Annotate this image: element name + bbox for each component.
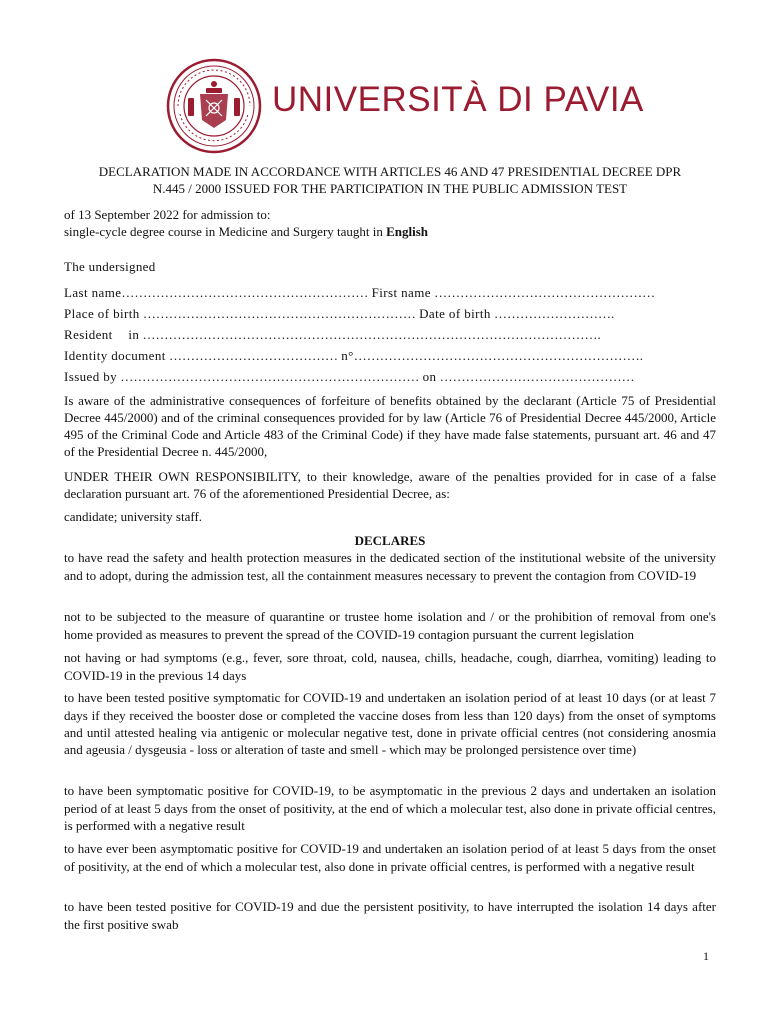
responsibility-paragraph: UNDER THEIR OWN RESPONSIBILITY, to their knowledge, aware of the penalties provided for in case of a false declaration pursuant art. 76 of the aforementioned Presidential Decree, as:: [64, 469, 716, 501]
declaration-item: [64, 608, 716, 643]
intro-date-line: of 13 September 2022 for admission to:: [64, 207, 271, 222]
declaration-item: [64, 782, 716, 834]
candidate-label: candidate;: [64, 509, 121, 524]
declaration-text: to have ever been asymptomatic positive for COVID-19 and undertaken an isolation period of at least 5 days from the onset of positivity, at the end of which a molecular test, also done in private official centres, is performed with a negative result: [64, 841, 716, 874]
field-row-residence: [64, 326, 716, 343]
resident-in-label: Resident in: [64, 327, 140, 342]
issued-by-field[interactable]: ……………………………………………………………: [117, 369, 423, 384]
declaration-text: to have been tested positive for COVID-19 and due the persistent positivity, to have interrupted the isolation 14 days after the first positive swab: [64, 899, 716, 932]
intro-course-line: single-cycle degree course in Medicine and Surgery taught in English: [64, 224, 429, 239]
last-name-label: Last name: [64, 285, 122, 300]
declares-heading: DECLARES: [354, 533, 426, 548]
title-line-2: N.445 / 2000 ISSUED FOR THE PARTICIPATION IN THE PUBLIC ADMISSION TEST: [152, 181, 628, 196]
identity-document-label: Identity document: [64, 348, 166, 363]
identity-document-field[interactable]: …………………………………: [165, 348, 342, 363]
issued-on-label: on: [422, 369, 437, 384]
last-name-field[interactable]: …………………………………………………: [121, 285, 372, 300]
document-number-label: n°: [341, 348, 354, 363]
declaration-item: [64, 840, 716, 875]
declaration-item: [64, 649, 716, 684]
role-options: [64, 508, 716, 526]
undersigned-label: The undersigned: [64, 259, 156, 274]
issued-on-field[interactable]: ………………………………………: [436, 369, 635, 384]
first-name-label: First name: [371, 285, 431, 300]
field-row-birth: [64, 305, 716, 322]
university-name: UNIVERSITÀ DI PAVIA: [272, 80, 644, 119]
first-name-field[interactable]: ……………………………………………: [430, 285, 656, 300]
declaration-text: to have read the safety and health protection measures in the dedicated section of the institutional website of the university and to adopt, during the admission test, all the containment measures necessary to prevent the contagion from COVID-19: [64, 550, 716, 583]
document-number-field[interactable]: ………………………………………………………….: [353, 348, 643, 363]
title-line-1: DECLARATION MADE IN ACCORDANCE WITH ARTICLES 46 AND 47 PRESIDENTIAL DECREE DPR: [98, 164, 682, 179]
university-seal-icon: [166, 58, 262, 154]
declaration-item: [64, 689, 716, 758]
page-number: 1: [703, 949, 709, 963]
intro: [64, 206, 716, 240]
date-of-birth-field[interactable]: ……………………….: [490, 306, 615, 321]
declaration-item: [64, 549, 716, 584]
declaration-text: to have been tested positive symptomatic for COVID-19 and undertaken an isolation period of at least 10 days (or at least 7 days if they received the booster dose or completed the vaccine doses from less than 120 days) from the onset of symptoms and until attested healing via antigenic or molecular negative test, done in private official centres (not considering anosmia and ageusia / dysgeusia - loss or alteration of taste and smell - which may be prolonged persistence over time): [64, 690, 716, 757]
place-of-birth-label: Place of birth: [64, 306, 140, 321]
issued-by-label: Issued by: [64, 369, 118, 384]
declaration-item: [64, 898, 716, 933]
declaration-text: not having or had symptoms (e.g., fever, sore throat, cold, nausea, chills, headache, cough, diarrhea, vomiting) leading to COVID-19 in the previous 14 days: [64, 650, 716, 683]
staff-label: university staff.: [120, 509, 203, 524]
document-title: [60, 163, 720, 197]
awareness-paragraph: Is aware of the administrative consequences of forfeiture of benefits obtained by the declarant (Article 75 of Presidential Decree 445/2000) and of the criminal consequences provided for by law (Article 76 of Presidential Decree 445/2000, Article 495 of the Criminal Code and Article 483 of the Criminal Code) if they have made false statements, pursuant art. 46 and 47 of the Presidential Decree n. 445/2000,: [64, 393, 716, 459]
declaration-text: to have been symptomatic positive for COVID-19, to be asymptomatic in the previous 2 days and undertaken an isolation period of at least 5 days from the onset of positivity, at the end of which a molecular test, also done in private official centres, is performed with a negative result: [64, 783, 716, 833]
date-of-birth-label: Date of birth: [419, 306, 491, 321]
field-row-name: [64, 284, 716, 301]
resident-in-field[interactable]: …………………………………………………………………………………………….: [139, 327, 601, 342]
field-row-identity: [64, 347, 716, 364]
course-language: English: [386, 224, 429, 239]
field-row-issued: [64, 368, 716, 385]
place-of-birth-field[interactable]: ………………………………………………………: [139, 306, 420, 321]
declaration-text: not to be subjected to the measure of quarantine or trustee home isolation and / or the prohibition of removal from one's home provided as measures to prevent the spread of the COVID-19 contagion pursuant the current legislation: [64, 609, 716, 642]
